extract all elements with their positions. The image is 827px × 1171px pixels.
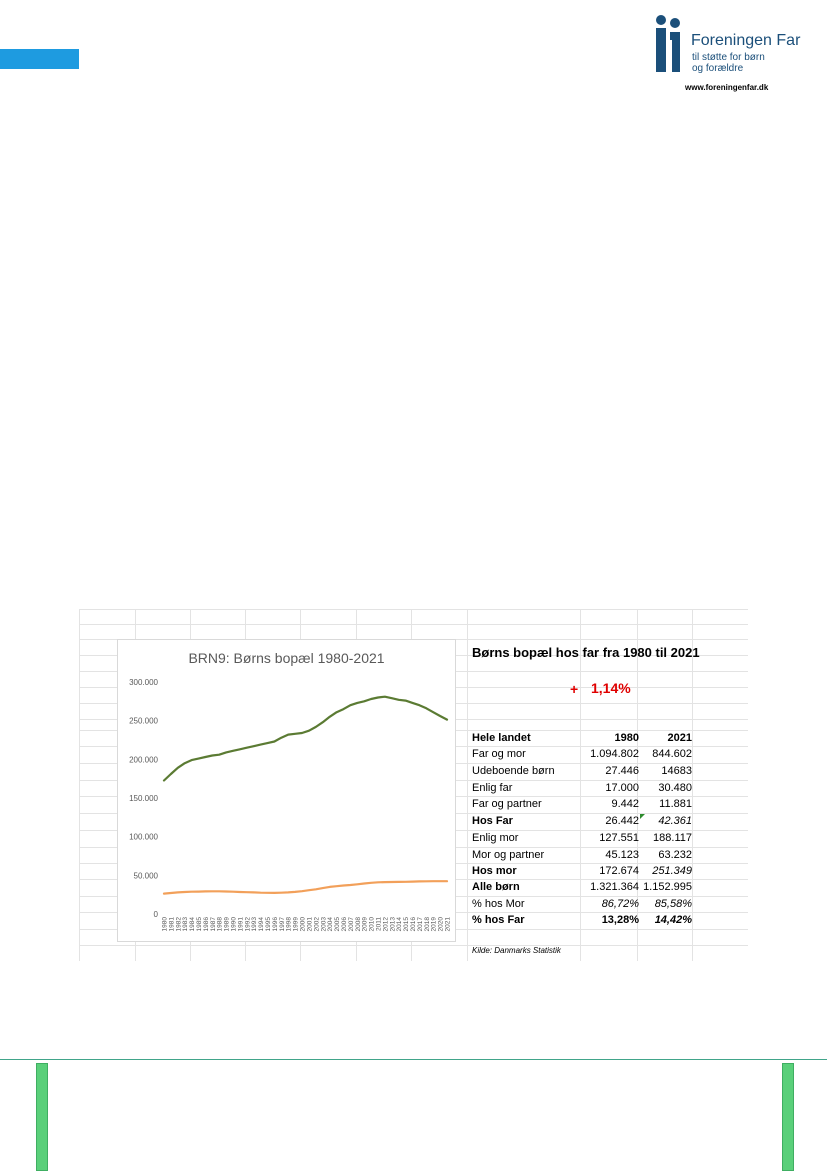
table-row bbox=[472, 796, 692, 812]
x-tick-label: 2001 bbox=[306, 917, 314, 932]
table-row bbox=[472, 879, 692, 895]
x-tick-label: 1986 bbox=[202, 917, 210, 932]
row-label: Udeboende børn bbox=[472, 765, 555, 777]
value-2021: 188.117 bbox=[653, 832, 692, 844]
cell-comment-marker bbox=[640, 814, 645, 819]
value-1980: 86,72% bbox=[601, 898, 639, 910]
change-sign: + bbox=[570, 681, 579, 697]
x-tick-label: 1988 bbox=[216, 917, 224, 932]
x-tick-label: 2015 bbox=[403, 917, 411, 932]
change-percentage: 1,14% bbox=[591, 680, 631, 696]
value-2021: 63.232 bbox=[658, 849, 692, 861]
table-row bbox=[472, 863, 692, 879]
x-tick-label: 2013 bbox=[389, 917, 397, 932]
x-tick-label: 2021 bbox=[444, 917, 452, 932]
value-2021: 11.881 bbox=[659, 798, 692, 810]
x-tick-label: 2018 bbox=[423, 917, 431, 932]
row-label: % hos Far bbox=[472, 914, 525, 926]
y-tick-label: 250.000 bbox=[129, 716, 158, 726]
x-tick-label: 1984 bbox=[189, 917, 197, 932]
row-label: Enlig far bbox=[472, 782, 513, 794]
y-tick-label: 100.000 bbox=[129, 832, 158, 842]
x-tick-label: 1982 bbox=[175, 917, 183, 932]
x-tick-label: 1996 bbox=[271, 917, 279, 932]
table-row bbox=[472, 746, 692, 762]
value-1980: 45.123 bbox=[605, 849, 639, 861]
value-1980: 1.094.802 bbox=[590, 748, 639, 760]
logo-name: Foreningen Far bbox=[691, 32, 801, 49]
x-tick-label: 2007 bbox=[347, 917, 355, 932]
footer-divider bbox=[0, 1059, 827, 1060]
x-tick-label: 2008 bbox=[354, 917, 362, 932]
x-tick-label: 1998 bbox=[285, 917, 293, 932]
header-year-2021: 2021 bbox=[667, 732, 692, 744]
value-1980: 27.446 bbox=[605, 765, 639, 777]
table-row bbox=[472, 763, 692, 779]
x-tick-label: 1983 bbox=[182, 917, 190, 932]
header-label: Hele landet bbox=[472, 732, 531, 744]
value-2021: 844.602 bbox=[652, 748, 692, 760]
value-2021: 30.480 bbox=[658, 782, 692, 794]
logo-tagline: til støtte for børn bbox=[692, 52, 765, 63]
source-note: Kilde: Danmarks Statistik bbox=[472, 946, 561, 955]
table-title: Børns bopæl hos far fra 1980 til 2021 bbox=[472, 645, 700, 660]
value-2021: 251.349 bbox=[652, 865, 692, 877]
x-tick-label: 2006 bbox=[340, 917, 348, 932]
x-tick-label: 2003 bbox=[320, 917, 328, 932]
x-tick-label: 1995 bbox=[265, 917, 273, 932]
row-label: Enlig mor bbox=[472, 832, 519, 844]
footer-accent-bar-left bbox=[36, 1063, 48, 1171]
series-line-hos-far bbox=[164, 881, 447, 893]
x-tick-label: 2019 bbox=[430, 917, 438, 932]
table-row bbox=[472, 912, 692, 928]
x-tick-label: 1997 bbox=[278, 917, 286, 932]
header-year-1980: 1980 bbox=[614, 732, 639, 744]
spreadsheet-screenshot bbox=[79, 609, 748, 961]
row-label: Alle børn bbox=[472, 881, 520, 893]
footer-accent-bar-right bbox=[782, 1063, 794, 1171]
row-label: Far og partner bbox=[472, 798, 542, 810]
y-tick-label: 0 bbox=[153, 910, 158, 919]
family-logo-icon bbox=[651, 14, 691, 74]
header-accent-bar bbox=[0, 49, 79, 69]
value-2021: 85,58% bbox=[654, 898, 692, 910]
x-tick-label: 2002 bbox=[313, 917, 321, 932]
value-2021: 1.152.995 bbox=[643, 881, 692, 893]
x-tick-label: 1999 bbox=[292, 917, 300, 932]
y-tick-label: 150.000 bbox=[129, 794, 158, 803]
x-tick-label: 1980 bbox=[161, 917, 169, 932]
row-label: Hos Far bbox=[472, 815, 513, 827]
x-tick-label: 2017 bbox=[416, 917, 424, 932]
chart-plot bbox=[118, 640, 455, 941]
series-line-hos-mor bbox=[164, 697, 447, 781]
x-tick-label: 2016 bbox=[409, 917, 417, 932]
value-1980: 1.321.364 bbox=[590, 881, 639, 893]
row-label: Far og mor bbox=[472, 748, 526, 760]
x-tick-label: 2005 bbox=[334, 917, 342, 932]
x-tick-label: 1989 bbox=[223, 917, 231, 932]
value-1980: 13,28% bbox=[601, 914, 639, 926]
x-tick-label: 1994 bbox=[258, 917, 266, 932]
x-tick-label: 1985 bbox=[196, 917, 204, 932]
row-label: Mor og partner bbox=[472, 849, 545, 861]
x-tick-label: 1990 bbox=[230, 917, 238, 932]
value-1980: 26.442 bbox=[605, 815, 639, 827]
x-tick-label: 2012 bbox=[382, 917, 390, 932]
x-tick-label: 2000 bbox=[299, 917, 307, 932]
value-1980: 127.551 bbox=[599, 832, 639, 844]
x-tick-label: 2004 bbox=[327, 917, 335, 932]
value-2021: 42.361 bbox=[658, 815, 692, 827]
value-2021: 14683 bbox=[661, 765, 692, 777]
table-row bbox=[472, 813, 692, 829]
chart-title: BRN9: Børns bopæl 1980-2021 bbox=[188, 650, 385, 666]
y-tick-label: 200.000 bbox=[129, 755, 158, 765]
table-row bbox=[472, 780, 692, 796]
table-row bbox=[472, 847, 692, 863]
value-1980: 17.000 bbox=[605, 782, 639, 794]
foreningen-far-logo[interactable] bbox=[651, 14, 801, 94]
x-tick-label: 2014 bbox=[396, 917, 404, 932]
x-tick-label: 2009 bbox=[361, 917, 369, 932]
y-tick-label: 300.000 bbox=[129, 678, 158, 687]
logo-url-link[interactable]: www.foreningenfar.dk bbox=[685, 83, 769, 92]
x-tick-label: 1992 bbox=[244, 917, 252, 932]
table-row bbox=[472, 896, 692, 912]
value-1980: 172.674 bbox=[599, 865, 639, 877]
table-row bbox=[472, 830, 692, 846]
y-tick-label: 50.000 bbox=[133, 871, 158, 881]
logo-tagline: og forældre bbox=[692, 63, 744, 74]
x-tick-label: 1993 bbox=[251, 917, 259, 932]
row-label: % hos Mor bbox=[472, 898, 525, 910]
x-tick-label: 2020 bbox=[437, 917, 445, 932]
x-tick-label: 2010 bbox=[368, 917, 376, 932]
x-tick-label: 1981 bbox=[168, 917, 176, 932]
value-1980: 9.442 bbox=[611, 798, 639, 810]
table-header-row bbox=[472, 730, 692, 746]
row-label: Hos mor bbox=[472, 865, 517, 877]
value-2021: 14,42% bbox=[654, 914, 692, 926]
x-tick-label: 2011 bbox=[375, 917, 383, 931]
x-tick-label: 1987 bbox=[209, 917, 217, 932]
line-chart bbox=[117, 639, 456, 942]
x-tick-label: 1991 bbox=[237, 917, 245, 932]
